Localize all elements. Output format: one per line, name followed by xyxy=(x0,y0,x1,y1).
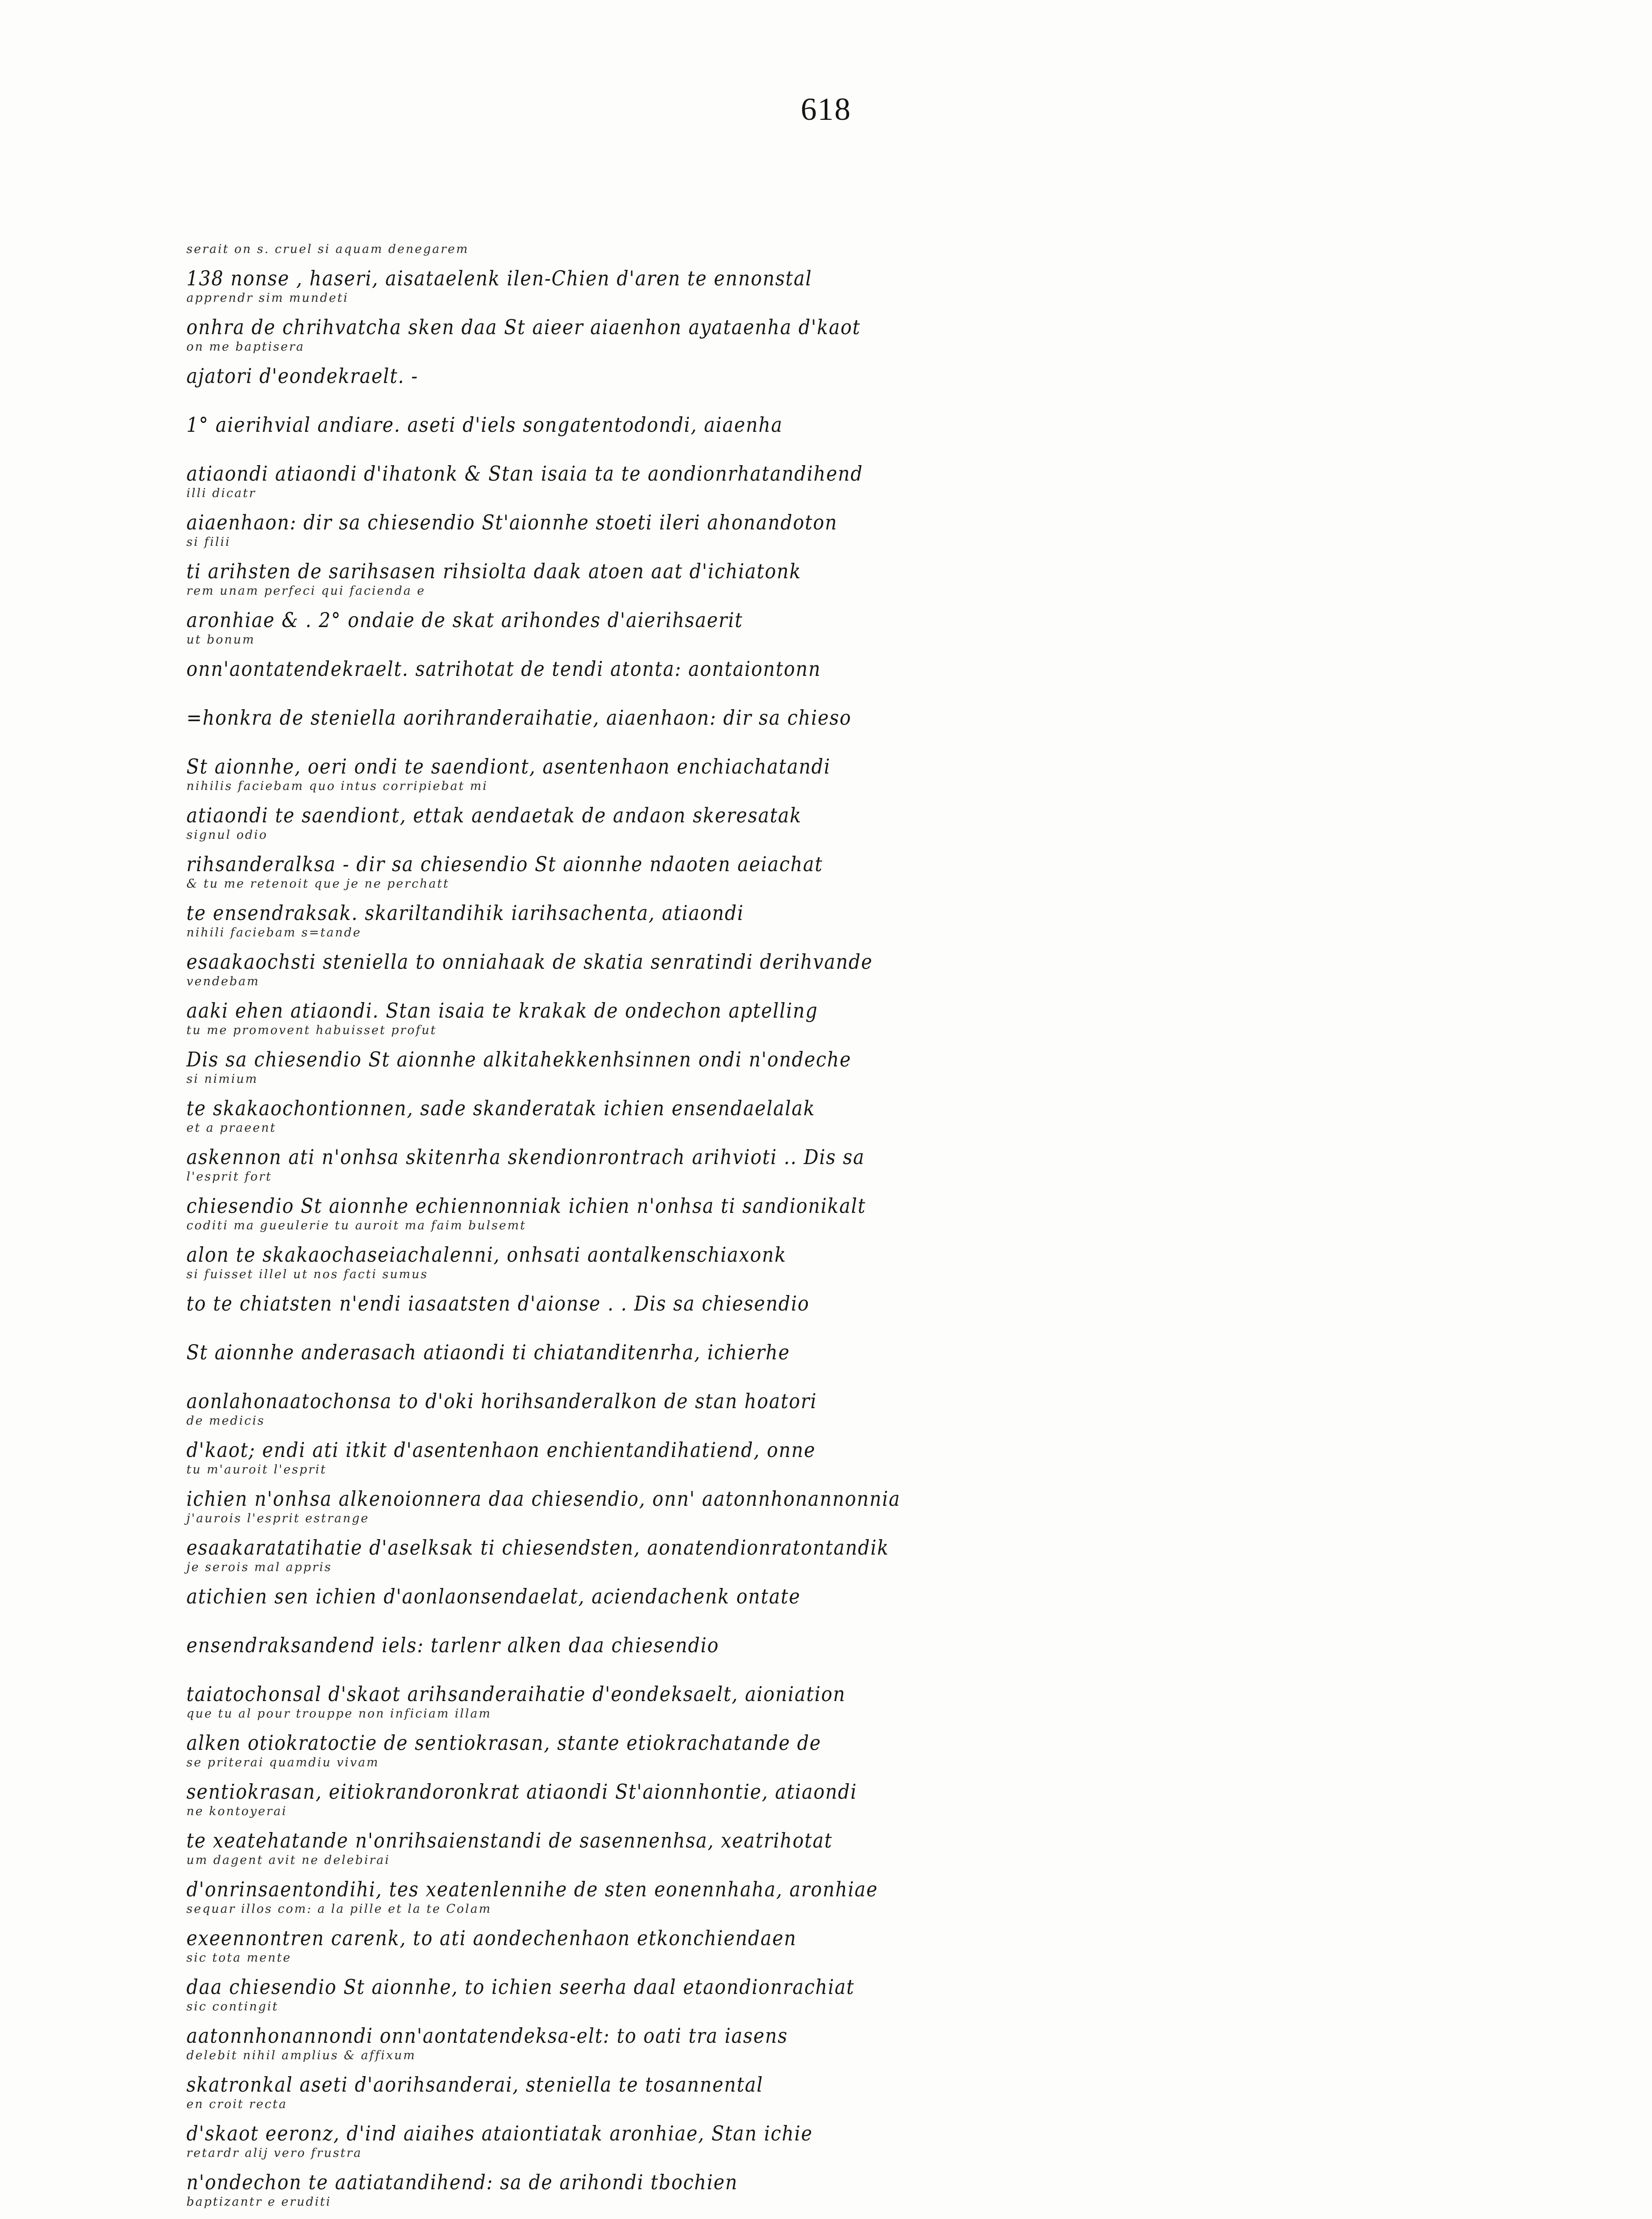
manuscript-line: n'ondechon te aatiatandihend: sa de arihondi tbochien xyxy=(186,2170,738,2194)
interlinear-gloss: tu m'auroit l'esprit xyxy=(186,1463,327,1477)
manuscript-row xyxy=(186,391,1296,439)
interlinear-gloss: vendebam xyxy=(186,975,260,988)
interlinear-gloss: si fuisset illel ut nos facti sumus xyxy=(186,1267,428,1281)
manuscript-line: d'skaot eeronz, d'ind aiaihes ataiontiatak aronhiae, Stan ichie xyxy=(186,2121,813,2145)
manuscript-row xyxy=(186,1318,1296,1367)
interlinear-gloss: ne kontoyerai xyxy=(186,1804,287,1818)
manuscript-line: chiesendio St aionnhe echiennonniak ichien n'onhsa ti sandionikalt xyxy=(186,1194,866,1218)
interlinear-gloss: rem unam perfeci qui facienda e xyxy=(186,584,426,598)
manuscript-line: 1° aierihvial andiare. aseti d'iels songatentodondi, aiaenha xyxy=(186,413,783,437)
interlinear-gloss: signul odio xyxy=(186,828,268,842)
manuscript-row xyxy=(186,2099,1296,2148)
interlinear-gloss: apprendr sim mundeti xyxy=(186,291,349,305)
interlinear-gloss: illi dicatr xyxy=(186,486,257,500)
manuscript-line: d'onrinsaentondihi, tes xeatenlennihe de sten eonennhaha, aronhiae xyxy=(186,1877,878,1901)
interlinear-gloss: um dagent avit ne delebirai xyxy=(186,1853,390,1867)
manuscript-row xyxy=(186,2148,1296,2197)
manuscript-row xyxy=(186,1172,1296,1220)
interlinear-gloss: baptizantr e eruditi xyxy=(186,2195,332,2209)
manuscript-line: onhra de chrihvatcha sken daa St aieer aiaenhon ayataenha d'kaot xyxy=(186,315,861,339)
manuscript-line: aiaenhaon: dir sa chiesendio St'aionnhe stoeti ileri ahonandoton xyxy=(186,510,838,534)
manuscript-line: St aionnhe, oeri ondi te saendiont, asentenhaon enchiachatandi xyxy=(186,754,831,778)
manuscript-line: alken otiokratoctie de sentiokrasan, stante etiokrachatande de xyxy=(186,1731,822,1755)
interlinear-gloss: je serois mal appris xyxy=(186,1560,332,1574)
manuscript-row xyxy=(186,1953,1296,2002)
manuscript-row xyxy=(186,1269,1296,1318)
manuscript-line: 138 nonse , haseri, aisataelenk ilen-Chien d'aren te ennonstal xyxy=(186,266,812,290)
manuscript-row xyxy=(186,683,1296,732)
manuscript-line: =honkra de steniella aorihranderaihatie, aiaenhaon: dir sa chieso xyxy=(186,706,852,730)
manuscript-row xyxy=(186,1611,1296,1660)
interlinear-gloss: sic contingit xyxy=(186,2000,279,2014)
interlinear-gloss: retardr alij vero frustra xyxy=(186,2146,362,2160)
manuscript-line: ajatori d'eondekraelt. - xyxy=(186,364,419,388)
manuscript-row xyxy=(186,1757,1296,1806)
manuscript-line: ti arihsten de sarihsasen rihsiolta daak atoen aat d'ichiatonk xyxy=(186,559,802,583)
interlinear-gloss: si nimium xyxy=(186,1072,258,1086)
interlinear-gloss: tu me promovent habuisset profut xyxy=(186,1023,437,1037)
interlinear-gloss: et a praeent xyxy=(186,1121,277,1135)
interlinear-gloss: serait on s. cruel si aquam denegarem xyxy=(186,242,469,256)
interlinear-gloss: delebit nihil amplius & affixum xyxy=(186,2049,416,2062)
manuscript-line: onn'aontatendekraelt. satrihotat de tendi atonta: aontaiontonn xyxy=(186,657,821,681)
manuscript-row xyxy=(186,928,1296,976)
manuscript-line: taiatochonsal d'skaot arihsanderaihatie d'eondeksaelt, aioniation xyxy=(186,1682,846,1706)
manuscript-row xyxy=(186,1465,1296,1513)
manuscript-line: esaakaochsti steniella to onniahaak de skatia senratindi derihvande xyxy=(186,950,873,974)
manuscript-row xyxy=(186,830,1296,879)
manuscript-line: aonlahonaatochonsa to d'oki horihsanderalkon de stan hoatori xyxy=(186,1389,817,1413)
interlinear-gloss: l'esprit fort xyxy=(186,1170,273,1184)
manuscript-line: exeennontren carenk, to ati aondechenhaon etkonchiendaen xyxy=(186,1926,797,1950)
manuscript-row xyxy=(186,1123,1296,1172)
manuscript-row xyxy=(186,1855,1296,1904)
manuscript-line: alon te skakaochaseiachalenni, onhsati aontalkenschiaxonk xyxy=(186,1243,786,1267)
manuscript-row xyxy=(186,1025,1296,1074)
manuscript-row xyxy=(186,976,1296,1025)
manuscript-row xyxy=(186,488,1296,537)
manuscript-line: atiaondi te saendiont, ettak aendaetak de andaon skeresatak xyxy=(186,803,802,827)
manuscript-line: daa chiesendio St aionnhe, to ichien seerha daal etaondionrachiat xyxy=(186,1975,855,1999)
manuscript-row xyxy=(186,635,1296,683)
manuscript-line: te skakaochontionnen, sade skanderatak ichien ensendaelalak xyxy=(186,1096,815,1120)
manuscript-row xyxy=(186,1660,1296,1709)
manuscript-line: esaakaratatihatie d'aselksak ti chiesendsten, aonatendionratontandik xyxy=(186,1536,889,1560)
manuscript-row xyxy=(186,1367,1296,1416)
manuscript-line: Dis sa chiesendio St aionnhe alkitahekkenhsinnen ondi n'ondeche xyxy=(186,1047,852,1071)
manuscript-line: atiaondi atiaondi d'ihatonk & Stan isaia ta te aondionrhatandihend xyxy=(186,462,863,486)
manuscript-row xyxy=(186,439,1296,488)
manuscript-line: aaki ehen atiaondi. Stan isaia te krakak de ondechon aptelling xyxy=(186,999,818,1023)
manuscript-row xyxy=(186,293,1296,342)
manuscript-line: sentiokrasan, eitiokrandoronkrat atiaondi St'aionnhontie, atiaondi xyxy=(186,1780,858,1804)
manuscript-row xyxy=(186,2197,1296,2219)
manuscript-row xyxy=(186,1904,1296,1953)
interlinear-gloss: j'aurois l'esprit estrange xyxy=(186,1512,370,1525)
interlinear-gloss: que tu al pour trouppe non inficiam illam xyxy=(186,1707,492,1721)
manuscript-row xyxy=(186,1513,1296,1562)
manuscript-row xyxy=(186,1220,1296,1269)
manuscript-row xyxy=(186,781,1296,830)
interlinear-gloss: en croit recta xyxy=(186,2097,288,2111)
manuscript-line: to te chiatsten n'endi iasaatsten d'aionse . . Dis sa chiesendio xyxy=(186,1291,810,1315)
manuscript-row xyxy=(186,2002,1296,2050)
interlinear-gloss: sequar illos com: a la pille et la te Colam xyxy=(186,1902,492,1916)
manuscript-line: aronhiae & . 2° ondaie de skat arihondes d'aierihsaerit xyxy=(186,608,743,632)
interlinear-gloss: si filii xyxy=(186,535,231,549)
interlinear-gloss: on me baptisera xyxy=(186,340,305,354)
manuscript-row xyxy=(186,879,1296,928)
manuscript-row xyxy=(186,1562,1296,1611)
manuscript-row xyxy=(186,1709,1296,1757)
manuscript-line: aatonnhonannondi onn'aontatendeksa-elt: to oati tra iasens xyxy=(186,2024,788,2048)
interlinear-gloss: se priterai quamdiu vivam xyxy=(186,1756,379,1769)
interlinear-gloss: & tu me retenoit que je ne perchatt xyxy=(186,877,450,891)
manuscript-line: ichien n'onhsa alkenoionnera daa chiesendio, onn' aatonnhonannonnia xyxy=(186,1487,901,1511)
manuscript-line: St aionnhe anderasach atiaondi ti chiatanditenrha, ichierhe xyxy=(186,1340,790,1364)
manuscript-line: te ensendraksak. skariltandihik iarihsachenta, atiaondi xyxy=(186,901,744,925)
manuscript-row xyxy=(186,342,1296,391)
manuscript-line: rihsanderalksa - dir sa chiesendio St aionnhe ndaoten aeiachat xyxy=(186,852,823,876)
manuscript-row xyxy=(186,2050,1296,2099)
manuscript-row xyxy=(186,732,1296,781)
interlinear-gloss: sic tota mente xyxy=(186,1951,292,1965)
manuscript-row xyxy=(186,1806,1296,1855)
manuscript-line: d'kaot; endi ati itkit d'asentenhaon enchientandihatiend, onne xyxy=(186,1438,816,1462)
page-number: 618 xyxy=(801,91,851,127)
manuscript-row xyxy=(186,244,1296,293)
manuscript-line: ensendraksandend iels: tarlenr alken daa chiesendio xyxy=(186,1633,719,1657)
manuscript-row xyxy=(186,1416,1296,1465)
manuscript-row xyxy=(186,586,1296,635)
manuscript-row xyxy=(186,537,1296,586)
interlinear-gloss: nihili faciebam s=tande xyxy=(186,926,362,940)
handwritten-manuscript xyxy=(186,242,1296,2209)
interlinear-gloss: de medicis xyxy=(186,1414,265,1428)
interlinear-gloss: coditi ma gueulerie tu auroit ma faim bulsemt xyxy=(186,1219,526,1232)
manuscript-line: askennon ati n'onhsa skitenrha skendionrontrach arihvioti .. Dis sa xyxy=(186,1145,865,1169)
interlinear-gloss: ut bonum xyxy=(186,633,255,647)
manuscript-line: atichien sen ichien d'aonlaonsendaelat, aciendachenk ontate xyxy=(186,1584,801,1608)
manuscript-row xyxy=(186,1074,1296,1123)
manuscript-line: te xeatehatande n'onrihsaienstandi de sasennenhsa, xeatrihotat xyxy=(186,1828,833,1852)
manuscript-line: skatronkal aseti d'aorihsanderai, steniella te tosannental xyxy=(186,2073,763,2097)
interlinear-gloss: nihilis faciebam quo intus corripiebat mi xyxy=(186,779,488,793)
